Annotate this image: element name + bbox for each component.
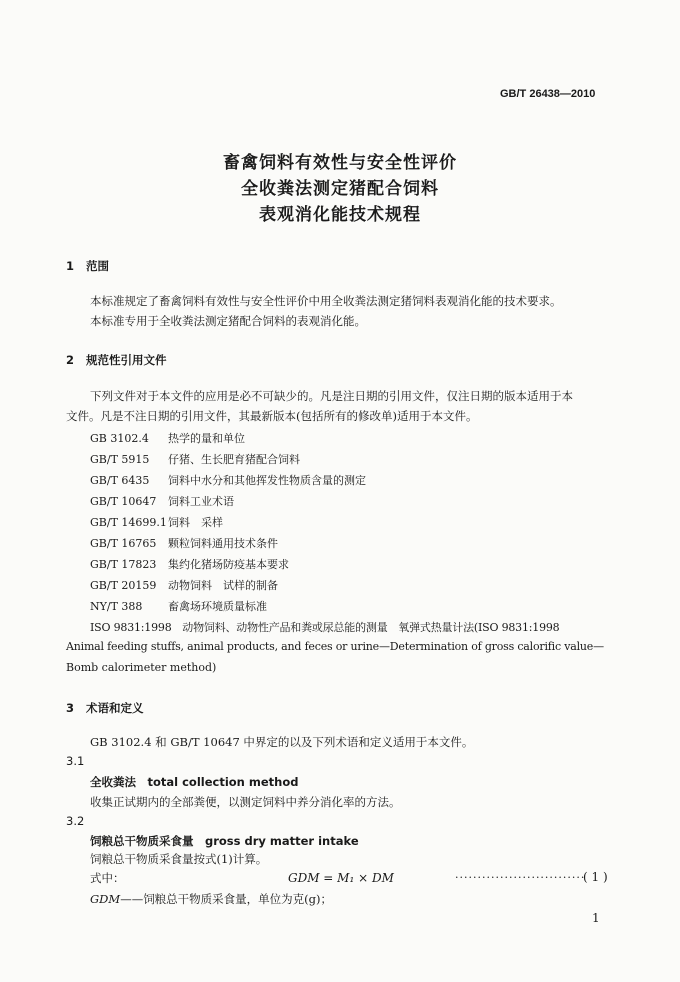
leader-dots: ····························· <box>455 871 586 884</box>
iso-reference-line-2: Animal feeding stuffs, animal products, and feces or urine—Determination of gross calorific value— <box>66 640 604 653</box>
clause-number: 3.1 <box>66 754 85 768</box>
title-line-3: 表观消化能技术规程 <box>259 205 421 225</box>
reference-title: 颗粒饲料通用技术条件 <box>168 537 278 550</box>
reference-title: 饲料工业术语 <box>168 495 234 508</box>
section-number: 2 <box>66 353 75 367</box>
reference-title: 畜禽场环境质量标准 <box>168 600 267 613</box>
iso-reference-line-3: Bomb calorimeter method) <box>66 661 217 674</box>
section-title: 规范性引用文件 <box>86 353 167 367</box>
reference-code: GB/T 17823 <box>90 558 157 571</box>
reference-item <box>90 451 300 467</box>
reference-code: GB/T 14699.1 <box>90 516 167 529</box>
section-2-heading <box>66 352 167 368</box>
reference-item <box>90 493 234 509</box>
term-definition: 饲粮总干物质采食量按式(1)计算。 <box>90 852 268 866</box>
reference-code: GB/T 10647 <box>90 495 157 508</box>
term-heading: 全收粪法 total collection method <box>90 775 299 789</box>
iso-reference-line-1: ISO 9831:1998 动物饲料、动物性产品和粪或尿总能的测量 氧弹式热量计法(ISO 9831:1998 <box>90 621 560 634</box>
reference-item <box>90 535 278 551</box>
title-line-2: 全收粪法测定猪配合饲料 <box>241 179 439 199</box>
paragraph: 文件。凡是不注日期的引用文件，其最新版本(包括所有的修改单)适用于本文件。 <box>66 409 478 423</box>
reference-title: 集约化猪场防疫基本要求 <box>168 558 289 571</box>
paragraph: GB 3102.4 和 GB/T 10647 中界定的以及下列术语和定义适用于本文件。 <box>90 735 474 749</box>
term-heading: 饲粮总干物质采食量 gross dry matter intake <box>90 834 359 848</box>
reference-item <box>90 514 223 530</box>
reference-code: GB/T 20159 <box>90 579 157 592</box>
term-definition: 收集正试期内的全部粪便，以测定饲料中养分消化率的方法。 <box>90 795 401 809</box>
reference-title: 动物饲料 试样的制备 <box>168 579 278 592</box>
reference-item <box>90 556 289 572</box>
standard-code: GB/T 26438—2010 <box>500 88 596 100</box>
reference-title: 热学的量和单位 <box>168 432 245 445</box>
equation-number: ( 1 ) <box>583 870 608 884</box>
reference-item <box>90 430 245 446</box>
reference-item <box>90 598 267 614</box>
clause-number: 3.2 <box>66 814 85 828</box>
reference-code: GB/T 16765 <box>90 537 157 550</box>
section-number: 3 <box>66 701 75 715</box>
paragraph: 本标准专用于全收粪法测定猪配合饲料的表观消化能。 <box>90 314 366 328</box>
section-1-heading <box>66 258 109 274</box>
reference-title: 饲料 采样 <box>168 516 223 529</box>
variable-description: ——饲粮总干物质采食量，单位为克(g)； <box>120 892 333 906</box>
variable-definition <box>90 891 332 907</box>
title-line-1: 畜禽饲料有效性与安全性评价 <box>223 153 457 173</box>
reference-title: 仔猪、生长肥育猪配合饲料 <box>168 453 300 466</box>
reference-item <box>90 472 366 488</box>
where-label: 式中： <box>90 871 125 885</box>
section-title: 范围 <box>86 259 109 273</box>
reference-code: NY/T 388 <box>90 600 143 613</box>
reference-code: GB/T 5915 <box>90 453 150 466</box>
page-number: 1 <box>592 911 600 925</box>
section-number: 1 <box>66 259 75 273</box>
formula: GDM = M₁ × DM <box>288 871 394 885</box>
reference-code: GB 3102.4 <box>90 432 149 445</box>
reference-item <box>90 577 278 593</box>
section-title: 术语和定义 <box>86 701 144 715</box>
section-3-heading <box>66 700 144 716</box>
paragraph: 下列文件对于本文件的应用是必不可缺少的。凡是注日期的引用文件，仅注日期的版本适用于本 <box>90 389 573 403</box>
variable-symbol: GDM <box>90 892 121 906</box>
paragraph: 本标准规定了畜禽饲料有效性与安全性评价中用全收粪法测定猪饲料表观消化能的技术要求。 <box>90 294 562 308</box>
reference-title: 饲料中水分和其他挥发性物质含量的测定 <box>168 474 366 487</box>
reference-code: GB/T 6435 <box>90 474 150 487</box>
